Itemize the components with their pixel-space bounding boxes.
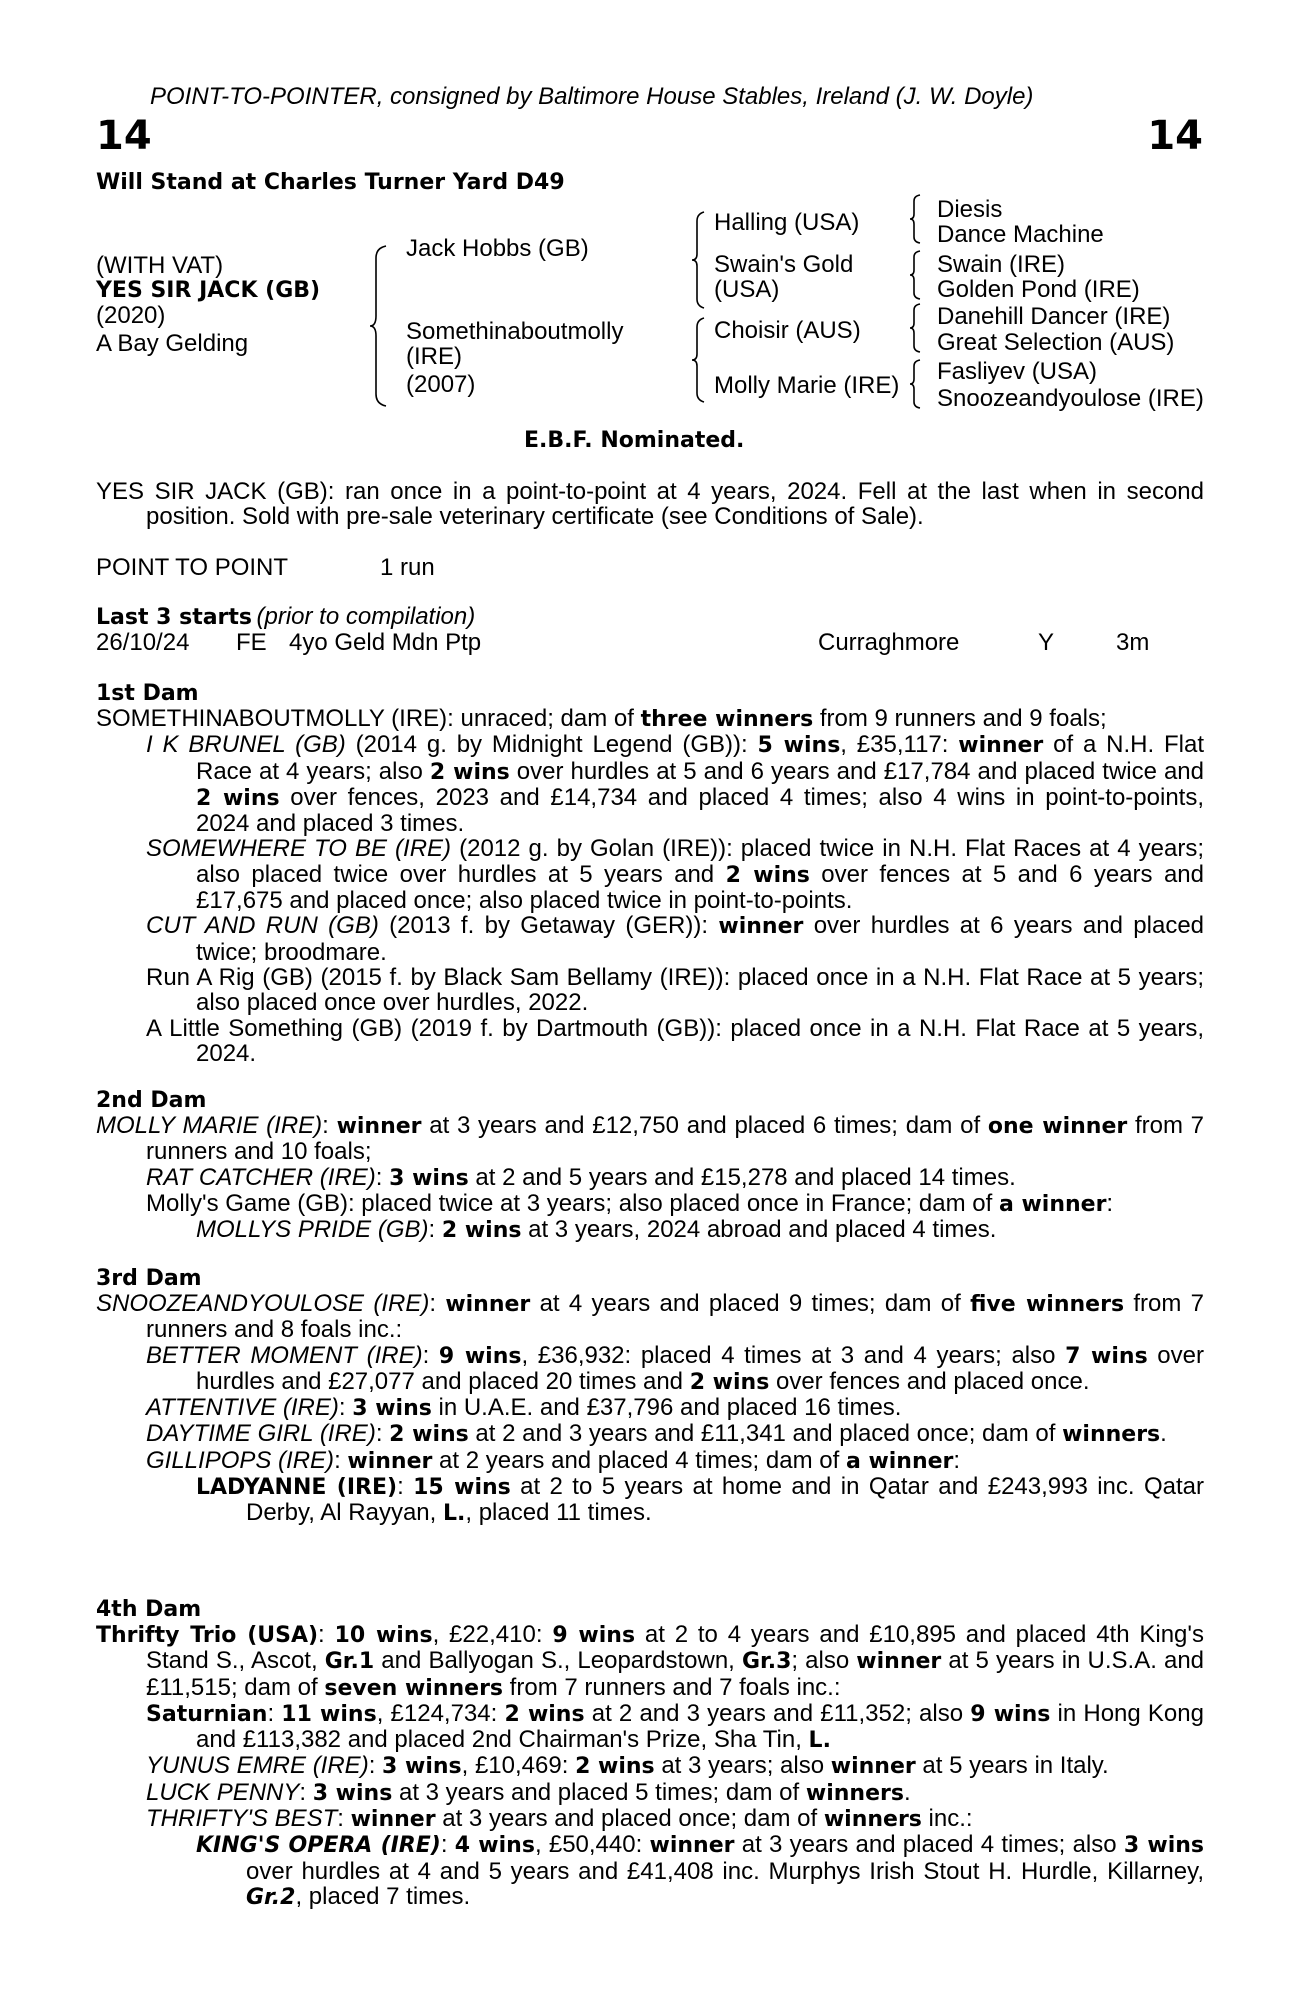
dam2-produce [96,1165,1204,1191]
dam1-produce [96,836,1204,913]
dam4-line [96,1622,1204,1701]
produce-bold: 3 wins [382,1754,462,1780]
dam3-grandproduce [96,1474,1204,1527]
dam4-heading: 4th Dam [96,1597,202,1622]
dam-bold: seven winners [324,1675,504,1701]
produce-bold: L. [442,1501,466,1527]
produce-bold: winners [1062,1422,1161,1448]
dam2-line [96,1113,1204,1165]
dam1-line [96,706,1204,732]
produce-bold: 2 wins [429,759,510,785]
produce-text: at 3 years; also [654,1752,831,1780]
produce-text: Run A Rig (GB) (2015 f. by Black Sam Bellamy (IRE)): placed once in a N.H. Flat Race at 5 years; also placed once over hurdles, 2022. [146,963,1204,1017]
produce-bold: winner [347,1448,433,1474]
dam3-line [96,1291,1204,1343]
produce-text: : [337,1805,351,1833]
dam-dam-sire: Fasliyev (USA) [937,358,1098,385]
dam-text: : [318,1621,335,1648]
dam-line-1: Somethinaboutmolly [406,318,624,345]
pedigree-brace-ds [910,304,922,352]
last-starts-title: Last 3 starts [96,605,253,630]
dam-text: from 7 runners and 8 foals inc.: [146,1290,1204,1344]
produce-text: in U.A.E. and £37,796 and placed 16 times. [431,1394,902,1422]
dam4-grandproduce [96,1832,1204,1910]
produce-name: I K BRUNEL (GB) [146,731,346,759]
produce-text: : [1106,1189,1114,1217]
produce-name: YUNUS EMRE (IRE) [146,1752,369,1780]
dam3-heading: 3rd Dam [96,1266,202,1291]
dam-text: from 7 runners and 10 foals; [146,1112,1205,1166]
produce-text: at 3 years, 2024 abroad and placed 4 times. [521,1216,997,1244]
produce-name: LADYANNE (IRE) [196,1475,398,1501]
dam-name: Thrifty Trio (USA) [96,1623,319,1648]
produce-text: at 2 years and placed 4 times; dam of [432,1446,846,1474]
produce-text: in Hong Kong and £113,382 and placed 2nd Chairman's Prize, Sha Tin, [196,1699,1204,1754]
produce-bold: 2 wins [196,785,280,811]
produce-text: . [1160,1420,1167,1448]
produce-text: at 3 years and placed 4 times; also [734,1831,1124,1859]
produce-text: at 5 years in Italy. [915,1752,1109,1780]
dam-text: at 4 years and placed 9 times; dam of [530,1290,971,1317]
produce-text: over fences and placed once. [769,1367,1090,1395]
produce-text: A Little Something (GB) (2019 f. by Dartmouth (GB)): placed once in a N.H. Flat Race at 5 years, 2024. [146,1014,1204,1067]
dam1-text: SOMETHINABOUTMOLLY (IRE): unraced; dam of [96,705,641,732]
dam-bold: winner [856,1649,942,1675]
dam1-produce [96,1016,1204,1067]
dam4-section [96,1622,1204,1910]
last-starts-heading [96,604,475,630]
produce-text: , £124,734: [376,1699,505,1727]
dam3-section [96,1291,1204,1527]
produce-text: at 2 and 5 years and £15,278 and placed 14 times. [468,1163,1016,1191]
produce-text: , £36,932: placed 4 times at 3 and 4 years; also [521,1341,1066,1369]
summary-horse-name: YES SIR JACK (GB) [96,478,328,505]
produce-bold: 3 wins [312,1780,393,1806]
ptp-label: POINT TO POINT [96,554,289,581]
dam1-section [96,706,1204,1066]
dam1-produce [96,965,1204,1016]
dam-name: MOLLY MARIE (IRE) [96,1112,323,1139]
produce-text: at 3 years and placed once; dam of [435,1805,824,1833]
produce-text: of a N.H. Flat Race at 4 years; also [196,731,1204,785]
produce-text: at 2 to 5 years at home and in Qatar and £243,993 inc. Qatar Derby, Al Rayyan, [246,1473,1204,1527]
produce-bold: winner [958,733,1044,759]
produce-name: DAYTIME GIRL (IRE) [146,1420,376,1448]
dam3-produce [96,1395,1204,1421]
produce-bold: a winner [998,1191,1107,1217]
dam2-section [96,1113,1204,1243]
produce-text: at 3 years and placed 5 times; dam of [392,1778,806,1806]
pedigree-brace-sire [692,212,706,308]
produce-text: : [375,1420,390,1448]
produce-bold: winner [830,1754,916,1780]
dam-text: and Ballyogan S., Leopardstown, [374,1647,742,1675]
sire-dam-sire: Swain (IRE) [937,251,1066,278]
sire-dam-line-1: Swain's Gold [714,251,854,278]
produce-text: : [299,1778,313,1806]
produce-bold: 9 wins [970,1701,1051,1727]
produce-text: , placed 7 times. [295,1882,471,1910]
horse-description: A Bay Gelding [96,330,249,357]
summary [96,479,1204,530]
sire-sire: Halling (USA) [714,209,860,236]
produce-text: : [397,1473,414,1501]
stand-location: Will Stand at Charles Turner Yard D49 [96,170,565,195]
foaling-year: (2020) [96,302,166,329]
produce-name: THRIFTY'S BEST [146,1805,338,1833]
dam-sire: Choisir (AUS) [714,317,861,344]
produce-text: over hurdles at 6 years and placed twice; broodmare. [196,912,1205,966]
dam2-heading: 2nd Dam [96,1088,207,1113]
produce-text: over hurdles and £27,077 and placed 20 times and [196,1341,1204,1395]
dam-text: : [429,1290,446,1317]
pedigree-brace-dd [910,360,922,408]
dam4-produce [96,1780,1204,1806]
produce-name: Saturnian [146,1701,268,1727]
produce-bold: 2 wins [689,1369,770,1395]
produce-bold: 7 wins [1065,1343,1148,1369]
produce-text: : [267,1699,282,1727]
ptp-runs: 1 run [380,554,435,581]
produce-bold: 9 wins [438,1343,522,1369]
produce-name: SOMEWHERE TO BE (IRE) [146,835,452,863]
produce-name: LUCK PENNY [146,1778,300,1806]
produce-name: BETTER MOMENT (IRE) [146,1341,423,1369]
ebf-nominated: E.B.F. Nominated. [524,428,745,453]
dam-text: , £22,410: [432,1621,553,1648]
produce-text: at 2 and 3 years and £11,352; also [584,1699,971,1727]
dam-bold: Gr.1 [324,1649,375,1675]
produce-name: KING'S OPERA (IRE) [196,1833,441,1859]
produce-bold: 3 wins [1123,1833,1205,1859]
dam-bold: Gr.3 [741,1649,792,1675]
produce-bold: 5 wins [757,733,841,759]
dam1-bold: three winners [640,707,814,732]
produce-text: (2013 f. by Getaway (GER)): [378,912,719,940]
dam4-produce [96,1701,1204,1754]
produce-text: : [334,1446,348,1474]
produce-name: ATTENTIVE (IRE) [146,1394,339,1422]
produce-text: : [368,1752,383,1780]
produce-bold: 15 wins [413,1475,511,1501]
produce-text: : [338,1394,353,1422]
summary-text: : ran once in a point-to-point at 4 years, 2024. Fell at the last when in second position. Sold with pre-sale veterinary certificate (see Conditions of Sale). [146,478,1204,531]
pedigree-brace-ss [910,195,922,243]
produce-bold: winner [350,1807,436,1833]
produce-text: . [903,1778,911,1806]
start-course: Curraghmore [818,629,960,656]
produce-bold: winners [823,1807,922,1833]
dam-line-2: (IRE) [406,343,462,370]
dam3-produce [96,1448,1204,1474]
lot-number-left: 14 [96,113,152,159]
produce-bold: 2 wins [389,1422,469,1448]
produce-name: CUT AND RUN (GB) [146,912,379,940]
produce-text: at 2 and 3 years and £11,341 and placed once; dam of [468,1420,1063,1448]
produce-name: GILLIPOPS (IRE) [146,1446,335,1474]
last-starts-note: (prior to compilation) [256,603,476,630]
produce-bold: 4 wins [454,1833,535,1859]
produce-text: (2014 g. by Midnight Legend (GB)): [345,731,758,759]
produce-text: : [428,1216,442,1244]
produce-text: over fences at 5 and 6 years and £17,675 and placed once; also placed twice in point-to-points. [196,860,1204,915]
dam-text: at 3 years and £12,750 and placed 6 times; dam of [421,1112,988,1139]
produce-text: : [422,1341,439,1369]
start-type: FE [236,629,267,656]
dam1-heading: 1st Dam [96,681,199,706]
start-distance: 3m [1116,629,1150,656]
produce-bold: 3 wins [389,1165,469,1191]
sire: Jack Hobbs (GB) [406,235,589,262]
dam-text: at 5 years in U.S.A. and £11,515; dam of [146,1647,1205,1701]
dam-dam: Molly Marie (IRE) [714,372,900,399]
dam-bold: winner [336,1114,422,1139]
dam1-text: from 9 runners and 9 foals; [813,705,1107,732]
start-race: 4yo Geld Mdn Ptp [289,629,482,656]
dam-bold: 9 wins [552,1623,636,1648]
sire-dam-dam: Golden Pond (IRE) [937,276,1140,303]
dam-text: at 2 to 4 years and £10,895 and placed 4th King's Stand S., Ascot, [146,1621,1204,1675]
start-going: Y [1038,629,1055,656]
produce-text: over hurdles at 5 and 6 years and £17,784 and placed twice and [509,757,1205,785]
dam-dam-dam: Snoozeandyoulose (IRE) [937,385,1204,412]
produce-bold: L. [808,1728,831,1754]
produce-text: Molly's Game (GB): placed twice at 3 years; also placed once in France; dam of [146,1189,999,1217]
produce-bold: winner [718,914,804,940]
pedigree-brace-sd [910,251,922,299]
produce-text: , £35,117: [840,731,959,759]
produce-text: over fences, 2023 and £14,734 and placed 4 times; also 4 wins in point-to-points, 2024 and placed 3 times. [196,783,1205,838]
produce-text: over hurdles at 4 and 5 years and £41,408 inc. Murphys Irish Stout H. Hurdle, Killarney, [246,1857,1204,1885]
produce-bold: Gr.2 [246,1884,296,1910]
produce-text: : [440,1831,455,1859]
produce-bold: 2 wins [504,1701,585,1727]
horse-name: YES SIR JACK (GB) [96,278,321,303]
sire-dam-line-2: (USA) [714,276,780,303]
produce-text: , placed 11 times. [465,1499,652,1527]
dam1-produce [96,913,1204,965]
dam1-produce [96,732,1204,836]
start-date: 26/10/24 [96,629,190,656]
produce-name: MOLLYS PRIDE (GB) [196,1216,429,1244]
produce-bold: 3 wins [352,1396,432,1422]
produce-text: : [375,1163,390,1191]
produce-bold: 2 wins [575,1754,655,1780]
sire-sire-sire: Diesis [937,196,1003,223]
dam-text: ; also [791,1647,857,1675]
produce-bold: 11 wins [281,1701,377,1727]
dam2-produce [96,1191,1204,1217]
dam4-produce [96,1753,1204,1779]
produce-text: : [953,1446,961,1474]
lot-number-right: 14 [1147,113,1203,159]
produce-bold: 2 wins [441,1218,522,1244]
dam-sire-dam: Great Selection (AUS) [937,329,1175,356]
produce-bold: 2 wins [725,862,810,888]
dam-line-3: (2007) [406,371,476,398]
dam-bold: winner [445,1292,531,1317]
pedigree-brace-dam [692,318,706,402]
sire-sire-dam: Dance Machine [937,221,1104,248]
dam3-produce [96,1421,1204,1447]
dam2-grandproduce [96,1217,1204,1243]
dam4-produce [96,1806,1204,1832]
produce-text: , £50,440: [534,1831,650,1859]
produce-bold: a winner [845,1448,954,1474]
produce-text: , £10,469: [461,1752,576,1780]
pedigree-brace-main [370,246,390,406]
vat-note: (WITH VAT) [96,252,224,279]
dam-text: from 7 runners and 7 foals inc.: [503,1673,841,1701]
dam3-produce [96,1343,1204,1396]
dam-bold: five winners [970,1292,1125,1317]
produce-name: RAT CATCHER (IRE) [146,1163,376,1191]
dam-name: SNOOZEANDYOULOSE (IRE) [96,1290,430,1317]
dam-text: : [322,1112,337,1139]
produce-text: inc.: [921,1805,973,1833]
produce-bold: winners [805,1780,904,1806]
produce-text: (2012 g. by Golan (IRE)): placed twice in N.H. Flat Races at 4 years; also placed twice over hurdles at 5 years and [196,835,1204,888]
dam-bold: 10 wins [334,1623,433,1648]
produce-bold: winner [649,1833,735,1859]
dam-bold: one winner [987,1114,1128,1139]
dam-sire-sire: Danehill Dancer (IRE) [937,303,1171,330]
consignor-line: POINT-TO-POINTER, consigned by Baltimore House Stables, Ireland (J. W. Doyle) [150,83,1034,110]
